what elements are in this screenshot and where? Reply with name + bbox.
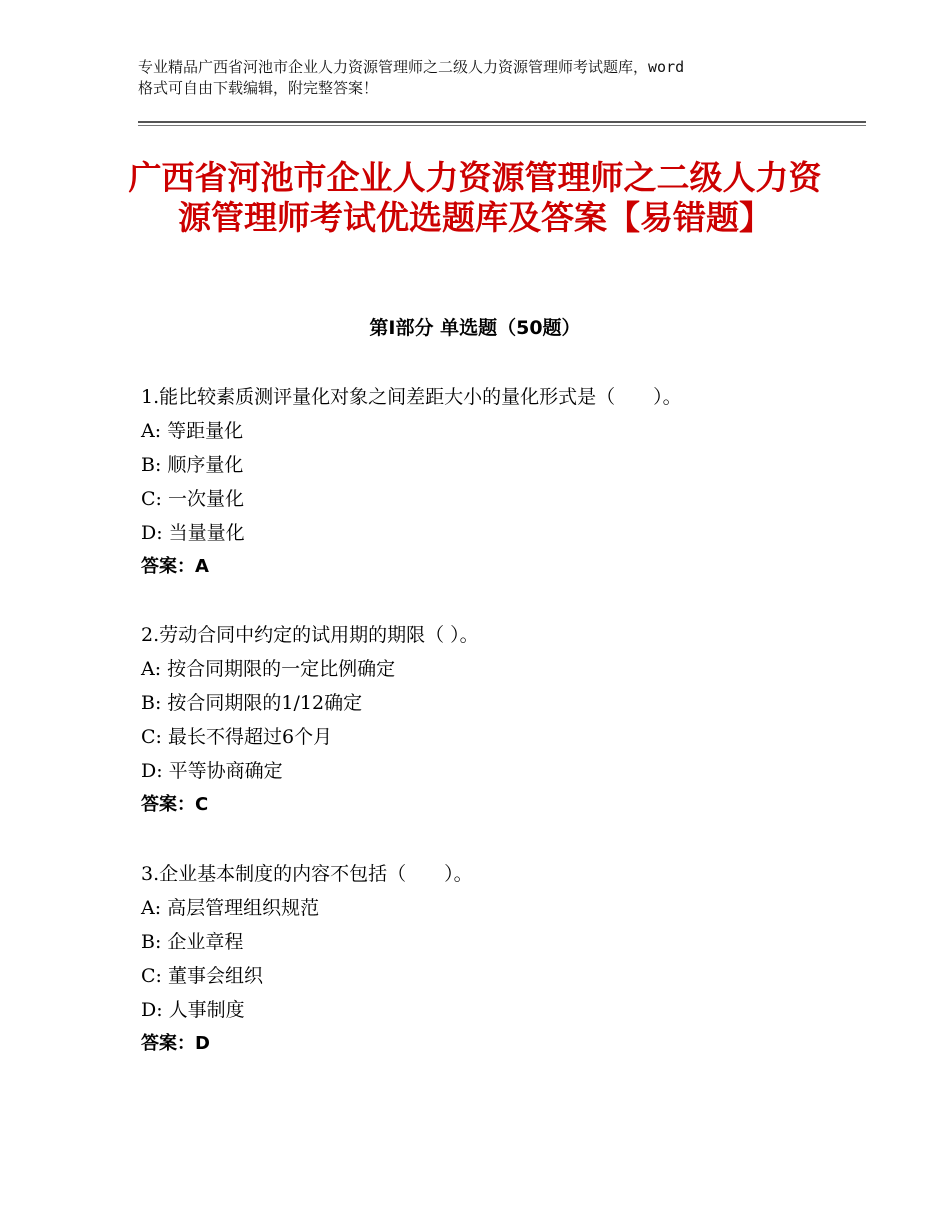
section-title: 第Ⅰ部分 单选题（50题） (369, 317, 581, 339)
option-b: B: 企业章程 (141, 931, 244, 953)
header-divider-thin (138, 125, 866, 126)
question-1 (141, 380, 841, 584)
option-d: D: 当量量化 (141, 522, 245, 544)
option-b: B: 顺序量化 (141, 454, 244, 476)
option-c: C: 一次量化 (141, 488, 244, 510)
document-title: 广西省河池市企业人力资源管理师之二级人力资源管理师考试优选题库及答案【易错题】 (128, 158, 822, 237)
option-c: C: 董事会组织 (141, 965, 263, 987)
answer-label: 答案：D (141, 1033, 210, 1054)
question-2 (141, 618, 841, 822)
question-stem: 3.企业基本制度的内容不包括（ ）。 (141, 863, 473, 885)
answer-label: 答案：C (141, 794, 209, 815)
header-divider-thick (138, 121, 866, 123)
option-a: A: 按合同期限的一定比例确定 (141, 658, 396, 680)
option-b: B: 按合同期限的1/12确定 (141, 692, 363, 714)
option-a: A: 等距量化 (141, 420, 244, 442)
question-stem: 1.能比较素质测评量化对象之间差距大小的量化形式是（ ）。 (141, 386, 682, 408)
option-c: C: 最长不得超过6个月 (141, 726, 333, 748)
header-note: 专业精品广西省河池市企业人力资源管理师之二级人力资源管理师考试题库，word 格式可自由下载编辑，附完整答案！ (138, 58, 685, 97)
option-d: D: 平等协商确定 (141, 760, 283, 782)
option-a: A: 高层管理组织规范 (141, 897, 320, 919)
answer-label: 答案：A (141, 556, 209, 577)
option-d: D: 人事制度 (141, 999, 245, 1021)
question-3 (141, 857, 841, 1061)
question-stem: 2.劳动合同中约定的试用期的期限（ ）。 (141, 624, 479, 646)
